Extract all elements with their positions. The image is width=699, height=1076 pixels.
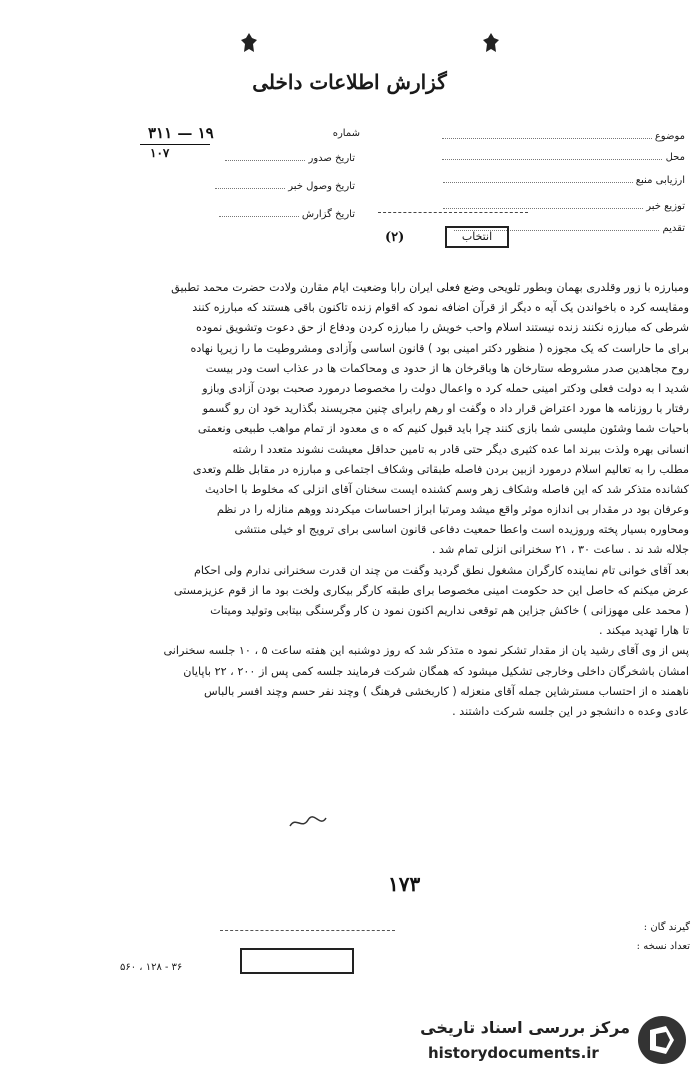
body-line: ومحاوره بسیار پخته وروزیده است واعطا حمعیت دفاعی قانون اساسی برای ترویج او خیلی منتشی	[234, 523, 689, 537]
report-date-field: تاریخ گزارش	[195, 208, 355, 220]
body-line: برای ما حاراست که یک مجوزه ( منظور دکتر امینی بود ) قانون اساسی وآزادی ومشروطیت ما را زیرپا نهاده	[190, 341, 689, 355]
body-line: شدید ا به دولت فعلی ودکتر امینی حمله کرد ه واعمال دولت را مخصوصا درمورد صحبت بودن آزادی وبازو	[202, 381, 689, 395]
body-text	[9, 278, 689, 722]
received-date-field: تاریخ وصول خبر	[195, 180, 355, 192]
body-line: باحیات شما وشئون ملیسی شما بازی کنند چرا باید قبول کنیم که ه ی معدود از تمام مواهب طبیعی ونعمتی	[197, 422, 689, 436]
stamp-dashline	[378, 212, 528, 213]
body-line: عرض میکنم که حاصل این حد حکومت امینی مخصوصا برای طبقه کارگر بیکاری ولخت بود ما از قوم عزیزمستی	[173, 583, 689, 597]
body-line: تا هارا تهدید میکند .	[598, 624, 689, 638]
body-line: جلاله شد ند . ساعت ۳۰ ، ۲۱ سخنرانی انزلی تمام شد .	[431, 543, 689, 557]
body-line: وعرفان بود در مقدار بی اندازه موثر واقع میشد ومرتبا ابراز احساسات میکردند ووهم منازله را در نظم	[216, 503, 689, 517]
document-title: گزارش اطلاعات داخلی	[252, 70, 447, 94]
number-label: شماره	[332, 128, 360, 139]
footer-stamp-box	[240, 948, 354, 974]
emblem-icon	[240, 32, 258, 54]
number-sub: ۱۰۷	[150, 146, 170, 160]
number-value: ۳۱۱ — ۱۹	[148, 124, 214, 142]
body-line: ومبارزه با زور وقلدری بهمان وبطور تلویحی وضع فعلی ایران رابا وضعیت ایام مقارن ولادت حضرت محمد تطبیق	[171, 281, 689, 294]
signature-mark	[288, 812, 328, 832]
body-line: شرطی که مبارزه نکنند زنده نیستند اسلام واحب خویش را مبارزه کردن ودفاع از حق دعوت وتشویق نموده	[196, 321, 689, 335]
source-eval-field: ارزیابی منبع	[420, 174, 685, 186]
watermark-url: historydocuments.ir	[428, 1044, 599, 1062]
distribution-field: توزیع خبر	[420, 200, 685, 212]
attachment-field: تقدیم	[420, 222, 685, 234]
body-line: روح مجاهدین صدر مشروطه ستارخان ها وباقرخان ها از حدود ی ومحاکمات ها در عذاب است ودر بیست	[205, 361, 689, 375]
place-field: محل	[420, 151, 685, 163]
watermark-center-name: مرکز بررسی اسناد تاریخی	[420, 1018, 630, 1037]
body-line: مطلب را به تعالیم اسلام درمورد ازبین بردن فاصله طبقاتی وشکاف اجتماعی و مبارزه در مقابل ظلم وتعدی	[192, 462, 689, 476]
emblem-icon	[482, 32, 500, 54]
footer-code: ۵۶۰ ، ۱۲۸ - ۳۶	[120, 962, 183, 973]
stamp-box: انتخاب	[445, 226, 509, 248]
archive-logo-icon	[636, 1014, 688, 1066]
footer-dashline	[220, 930, 395, 931]
body-line: امشان باشخرگان داخلی وخارجی تشکیل میشود که همگان شرکت فرمایند جلسه کمی پس از ۲۰۰ ، ۲۲ باپایان	[183, 664, 689, 678]
body-line: عادی وعده ه دانشجو در این جلسه شرکت داشتند .	[452, 704, 689, 718]
page-number: ۱۷۳	[388, 872, 421, 896]
body-line: ( محمد علی مهوزانی ) خاکش جزاین هم توقعی نداریم اکنون نمود ن کار وگرسنگی بیتابی وتولید ومیتات	[210, 604, 689, 617]
subject-field: موضوع	[420, 130, 685, 142]
copies-field: تعداد نسخه :	[636, 941, 690, 952]
body-line: ومقایسه کرد ه باخواندن یک آیه ه دیگر از قرآن اضافه نمود که اقوام زنده تاکنون باقی هستند که مبارزه کنند	[192, 301, 689, 315]
number-underline	[140, 144, 210, 145]
body-line: انسانی بهره ولذت ببرند اما عده کثیری دیگر حتی قادر به تامین حداقل معیشت نشوند متعدد ا رشته	[232, 442, 689, 456]
body-line: پس از وی آقای رشید یان از مقدار تشکر نمود ه متذکر شد که روز دوشنبه این هفته ساعت ۵ ، ۱۰ جلسه سخنرانی	[163, 644, 689, 658]
body-line: ناهمند ه از احتساب مسترشاین جمله آقای منعزله ( کاربخشی فرهنگ ) وچند نفر حسم وچند افسر بالباس	[204, 684, 689, 698]
body-line: کشانده متذکر شد که این فاصله وشکاف زهر وسم کشنده ایست سخنان آقای انزلی که مخلوط با احادیث	[204, 482, 689, 496]
recipients-field: گیرند گان :	[643, 922, 690, 933]
issue-date-field: تاریخ صدور	[195, 152, 355, 164]
body-line: بعد آقای خوانی تام نماینده کارگران مشغول نطق گردید وگفت من چند ان قدرت سخنرانی ندارم ولی احکام	[193, 563, 689, 577]
stamp-number: (۲)	[385, 230, 405, 245]
body-line: رفتار با روزنامه ها مورد اعتراض قرار داد ه وگفت او رهم رابرای چنین مجریسند بگذارید خود ان رو گسمو	[202, 402, 689, 416]
